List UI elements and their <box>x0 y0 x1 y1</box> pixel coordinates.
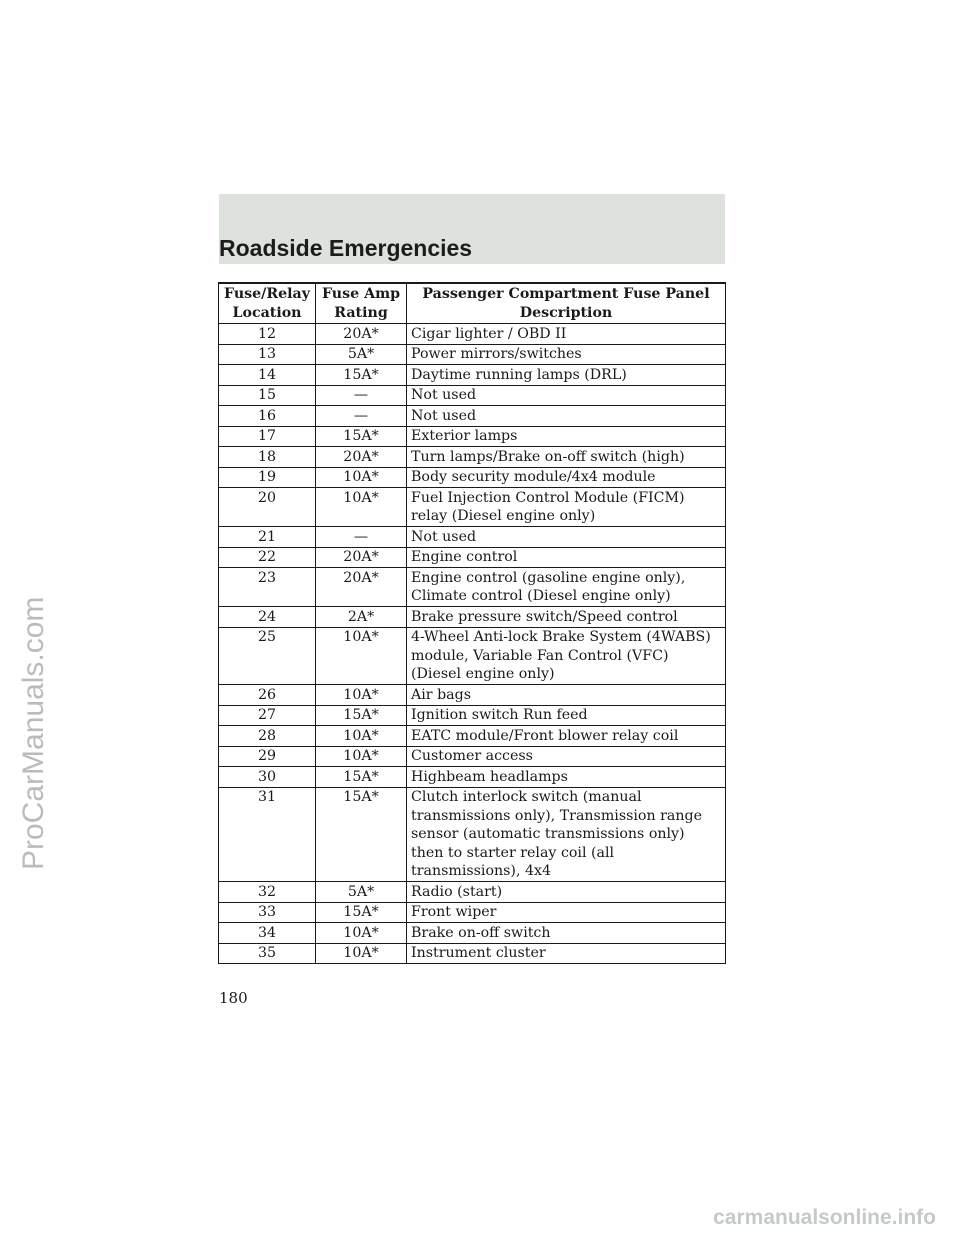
fuse-description-cell: Engine control <box>407 547 726 568</box>
fuse-amp-cell: 15A* <box>316 365 407 386</box>
fuse-description-cell: Daytime running lamps (DRL) <box>407 365 726 386</box>
fuse-rows <box>219 324 726 964</box>
fuse-location-cell: 21 <box>219 527 316 548</box>
fuse-description-cell: Power mirrors/switches <box>407 344 726 365</box>
fuse-description-cell: Body security module/4x4 module <box>407 467 726 488</box>
fuse-description-cell: Highbeam headlamps <box>407 767 726 788</box>
fuse-location-cell: 24 <box>219 607 316 628</box>
fuse-description-cell: Cigar lighter / OBD II <box>407 324 726 345</box>
fuse-description-cell: Not used <box>407 527 726 548</box>
fuse-amp-cell: 5A* <box>316 882 407 903</box>
fuse-description-cell: Customer access <box>407 746 726 767</box>
table-row <box>219 527 726 548</box>
fuse-description-cell: Instrument cluster <box>407 943 726 964</box>
fuse-description-cell: Not used <box>407 385 726 406</box>
fuse-location-cell: 25 <box>219 627 316 685</box>
fuse-amp-cell: 15A* <box>316 426 407 447</box>
table-row <box>219 324 726 345</box>
fuse-location-cell: 14 <box>219 365 316 386</box>
fuse-amp-cell: 20A* <box>316 324 407 345</box>
table-row <box>219 406 726 427</box>
fuse-description-cell: Fuel Injection Control Module (FICM) relay (Diesel engine only) <box>407 488 726 527</box>
fuse-amp-cell: 10A* <box>316 746 407 767</box>
fuse-location-cell: 33 <box>219 902 316 923</box>
fuse-location-cell: 29 <box>219 746 316 767</box>
table-row <box>219 568 726 607</box>
fuse-amp-cell: 15A* <box>316 787 407 882</box>
fuse-location-cell: 35 <box>219 943 316 964</box>
fuse-amp-cell: 15A* <box>316 767 407 788</box>
table-row <box>219 344 726 365</box>
fuse-location-cell: 19 <box>219 467 316 488</box>
fuse-location-cell: 16 <box>219 406 316 427</box>
fuse-amp-cell: — <box>316 385 407 406</box>
fuse-location-cell: 20 <box>219 488 316 527</box>
fuse-description-cell: Radio (start) <box>407 882 726 903</box>
table-row <box>219 627 726 685</box>
fuse-location-cell: 13 <box>219 344 316 365</box>
fuse-amp-cell: 10A* <box>316 726 407 747</box>
fuse-location-cell: 32 <box>219 882 316 903</box>
fuse-description-cell: EATC module/Front blower relay coil <box>407 726 726 747</box>
fuse-amp-cell: 15A* <box>316 705 407 726</box>
fuse-description-cell: Ignition switch Run feed <box>407 705 726 726</box>
fuse-amp-cell: 10A* <box>316 923 407 944</box>
fuse-location-cell: 22 <box>219 547 316 568</box>
section-title: Roadside Emergencies <box>219 235 473 261</box>
table-row <box>219 685 726 706</box>
table-row <box>219 923 726 944</box>
table-row <box>219 705 726 726</box>
fuse-location-cell: 26 <box>219 685 316 706</box>
fuse-amp-cell: — <box>316 406 407 427</box>
fuse-location-cell: 34 <box>219 923 316 944</box>
fuse-location-cell: 27 <box>219 705 316 726</box>
fuse-description-cell: Brake pressure switch/Speed control <box>407 607 726 628</box>
fuse-amp-cell: 10A* <box>316 488 407 527</box>
fuse-location-cell: 17 <box>219 426 316 447</box>
header-description: Passenger Compartment Fuse Panel Description <box>407 283 726 324</box>
table-row <box>219 882 726 903</box>
fuse-amp-cell: — <box>316 527 407 548</box>
table-row <box>219 902 726 923</box>
fuse-amp-cell: 5A* <box>316 344 407 365</box>
fuse-description-cell: Clutch interlock switch (manual transmissions only), Transmission range sensor (automatic transmissions only) then to starter relay coil (all transmissions), 4x4 <box>407 787 726 882</box>
table-row <box>219 385 726 406</box>
fuse-amp-cell: 10A* <box>316 627 407 685</box>
fuse-amp-cell: 15A* <box>316 902 407 923</box>
fuse-amp-cell: 2A* <box>316 607 407 628</box>
table-row <box>219 365 726 386</box>
fuse-amp-cell: 20A* <box>316 447 407 468</box>
table-row <box>219 467 726 488</box>
page-number: 180 <box>219 989 248 1007</box>
table-row <box>219 607 726 628</box>
table-row <box>219 787 726 882</box>
fuse-location-cell: 18 <box>219 447 316 468</box>
fuse-description-cell: Not used <box>407 406 726 427</box>
fuse-amp-cell: 10A* <box>316 685 407 706</box>
fuse-amp-cell: 20A* <box>316 568 407 607</box>
header-location: Fuse/Relay Location <box>219 283 316 324</box>
table-row <box>219 547 726 568</box>
fuse-description-cell: Front wiper <box>407 902 726 923</box>
fuse-location-cell: 28 <box>219 726 316 747</box>
fuse-description-cell: Air bags <box>407 685 726 706</box>
fuse-description-cell: Engine control (gasoline engine only), Climate control (Diesel engine only) <box>407 568 726 607</box>
fuse-location-cell: 12 <box>219 324 316 345</box>
fuse-table <box>218 282 726 964</box>
header-amp-rating: Fuse Amp Rating <box>316 283 407 324</box>
fuse-location-cell: 23 <box>219 568 316 607</box>
table-row <box>219 488 726 527</box>
fuse-description-cell: Turn lamps/Brake on-off switch (high) <box>407 447 726 468</box>
fuse-location-cell: 15 <box>219 385 316 406</box>
table-row <box>219 447 726 468</box>
table-row <box>219 726 726 747</box>
fuse-description-cell: Brake on-off switch <box>407 923 726 944</box>
bottom-watermark: carmanualsonline.info <box>713 1206 936 1229</box>
fuse-description-cell: 4-Wheel Anti-lock Brake System (4WABS) module, Variable Fan Control (VFC) (Diesel engine only) <box>407 627 726 685</box>
fuse-amp-cell: 10A* <box>316 943 407 964</box>
table-row <box>219 767 726 788</box>
fuse-amp-cell: 10A* <box>316 467 407 488</box>
fuse-location-cell: 30 <box>219 767 316 788</box>
fuse-description-cell: Exterior lamps <box>407 426 726 447</box>
table-row <box>219 746 726 767</box>
table-header-row <box>219 283 726 324</box>
table-row <box>219 426 726 447</box>
fuse-location-cell: 31 <box>219 787 316 882</box>
table-row <box>219 943 726 964</box>
fuse-amp-cell: 20A* <box>316 547 407 568</box>
